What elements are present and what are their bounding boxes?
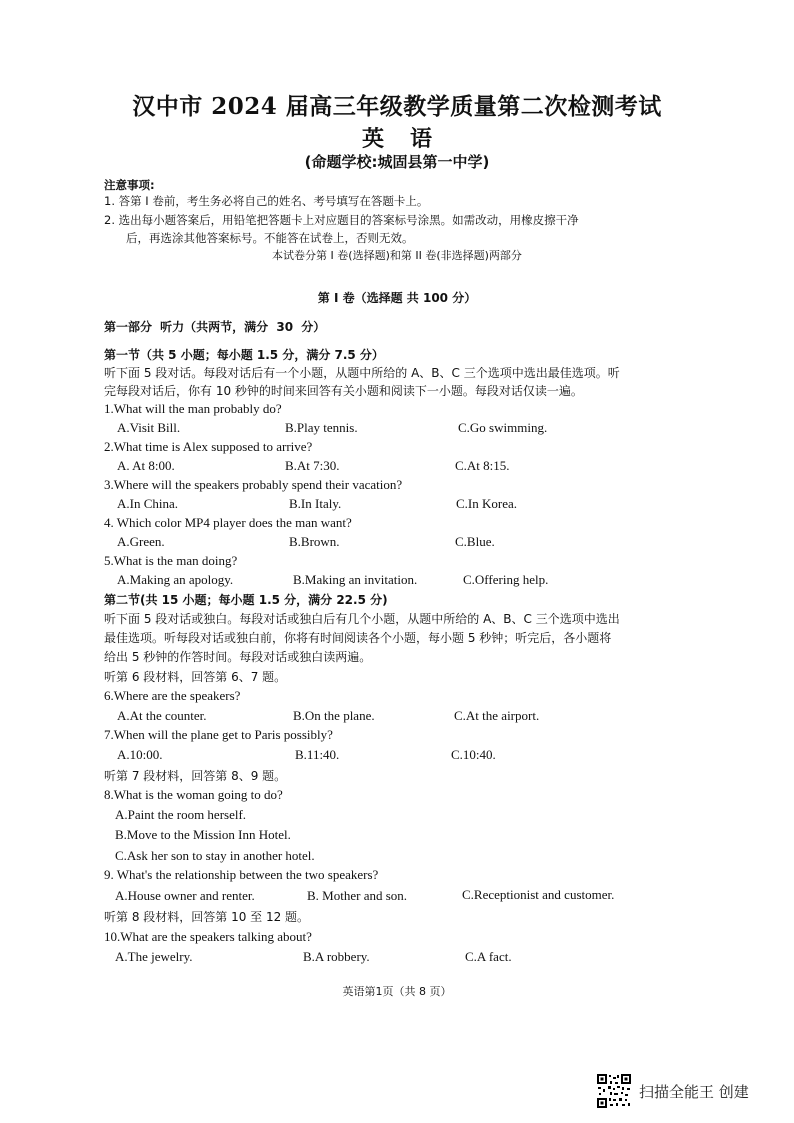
section-2-instruction-2: 最佳选项。听每段对话或独白前，你将有时间阅读各个小题，每小题 5 秒钟；听完后，各小题将 [104, 631, 612, 645]
section-2-heading: 第二节(共 15 小题；每小题 1.5 分，满分 22.5 分) [104, 593, 388, 607]
question-8-option-b: B.Move to the Mission Inn Hotel. [115, 827, 291, 842]
question-6-option-b: B.On the plane. [293, 708, 375, 723]
question-5-option-c: C.Offering help. [463, 572, 549, 587]
question-6-option-c: C.At the airport. [454, 708, 540, 723]
page-footer: 英语第1页（共 8 页） [342, 985, 452, 998]
question-4-option-a: A.Green. [117, 534, 165, 549]
question-2-option-c: C.At 8:15. [455, 458, 510, 473]
question-1-option-b: B.Play tennis. [285, 420, 358, 435]
scanner-watermark: 扫描全能王 创建 [639, 1083, 749, 1101]
question-9-option-c: C.Receptionist and customer. [462, 887, 615, 902]
paper-structure-note: 本试卷分第 I 卷(选择题)和第 II 卷(非选择题)两部分 [272, 249, 522, 262]
question-8-option-a: A.Paint the room herself. [115, 807, 247, 822]
question-1-option-a: A.Visit Bill. [117, 420, 181, 435]
question-3-option-c: C.In Korea. [456, 496, 518, 511]
question-9-option-b: B. Mother and son. [307, 888, 408, 903]
question-7-option-c: C.10:40. [451, 747, 496, 762]
question-4-stem: 4. Which color MP4 player does the man want? [104, 515, 352, 530]
question-5-option-b: B.Making an invitation. [293, 572, 418, 587]
question-3-option-a: A.In China. [117, 496, 179, 511]
question-10-option-b: B.A robbery. [303, 949, 370, 964]
section-1-instruction-1: 听下面 5 段对话。每段对话后有一个小题，从题中所给的 A、B、C 三个选项中选出最佳选项。听 [104, 366, 620, 380]
listening-material-8: 听第 8 段材料，回答第 10 至 12 题。 [104, 910, 310, 924]
volume-1-title: 第 I 卷（选择题 共 100 分） [317, 291, 477, 305]
part-1-title: 第一部分 听力（共两节，满分 30 分） [104, 320, 326, 334]
section-1-heading: 第一节（共 5 小题；每小题 1.5 分，满分 7.5 分） [104, 348, 384, 362]
question-7-option-a: A.10:00. [117, 747, 163, 762]
question-10-option-a: A.The jewelry. [115, 949, 193, 964]
question-3-stem: 3.Where will the speakers probably spend their vacation? [104, 477, 403, 492]
question-2-option-b: B.At 7:30. [285, 458, 340, 473]
school-line: (命题学校:城固县第一中学) [304, 153, 490, 171]
notice-item-2: 2. 选出每小题答案后，用铅笔把答题卡上对应题目的答案标号涂黑。如需改动，用橡皮擦干净 [104, 213, 579, 227]
question-6-stem: 6.Where are the speakers? [104, 688, 241, 703]
question-1-stem: 1.What will the man probably do? [104, 401, 282, 416]
subject-title: 英语 [361, 126, 458, 152]
section-2-instruction-3: 给出 5 秒钟的作答时间。每段对话或独白读两遍。 [104, 650, 372, 664]
listening-material-6: 听第 6 段材料，回答第 6、7 题。 [104, 670, 287, 684]
question-6-option-a: A.At the counter. [117, 708, 207, 723]
question-5-option-a: A.Making an apology. [117, 572, 234, 587]
question-8-stem: 8.What is the woman going to do? [104, 787, 283, 802]
question-2-option-a: A. At 8:00. [117, 458, 175, 473]
notice-heading: 注意事项: [104, 178, 155, 192]
question-3-option-b: B.In Italy. [289, 496, 342, 511]
question-10-stem: 10.What are the speakers talking about? [104, 929, 312, 944]
notice-item-2-cont: 后，再选涂其他答案标号。不能答在试卷上，否则无效。 [126, 231, 414, 245]
question-9-option-a: A.House owner and renter. [115, 888, 255, 903]
question-2-stem: 2.What time is Alex supposed to arrive? [104, 439, 313, 454]
notice-item-1: 1. 答第 I 卷前，考生务必将自己的姓名、考号填写在答题卡上。 [104, 194, 429, 208]
listening-material-7: 听第 7 段材料，回答第 8、9 题。 [104, 769, 287, 783]
qr-code-icon [596, 1073, 632, 1109]
question-4-option-b: B.Brown. [289, 534, 340, 549]
exam-title: 汉中市 2024 届高三年级教学质量第二次检测考试 [132, 93, 662, 120]
section-2-instruction-1: 听下面 5 段对话或独白。每段对话或独白后有几个小题，从题中所给的 A、B、C 三个选项中选出 [104, 612, 620, 626]
question-1-option-c: C.Go swimming. [458, 420, 548, 435]
question-10-option-c: C.A fact. [465, 949, 512, 964]
question-7-option-b: B.11:40. [295, 747, 340, 762]
question-4-option-c: C.Blue. [455, 534, 495, 549]
question-5-stem: 5.What is the man doing? [104, 553, 238, 568]
section-1-instruction-2: 完每段对话后，你有 10 秒钟的时间来回答有关小题和阅读下一小题。每段对话仅读一遍。 [104, 384, 583, 398]
question-9-stem: 9. What's the relationship between the two speakers? [104, 867, 379, 882]
question-8-option-c: C.Ask her son to stay in another hotel. [115, 848, 315, 863]
question-7-stem: 7.When will the plane get to Paris possibly? [104, 727, 333, 742]
